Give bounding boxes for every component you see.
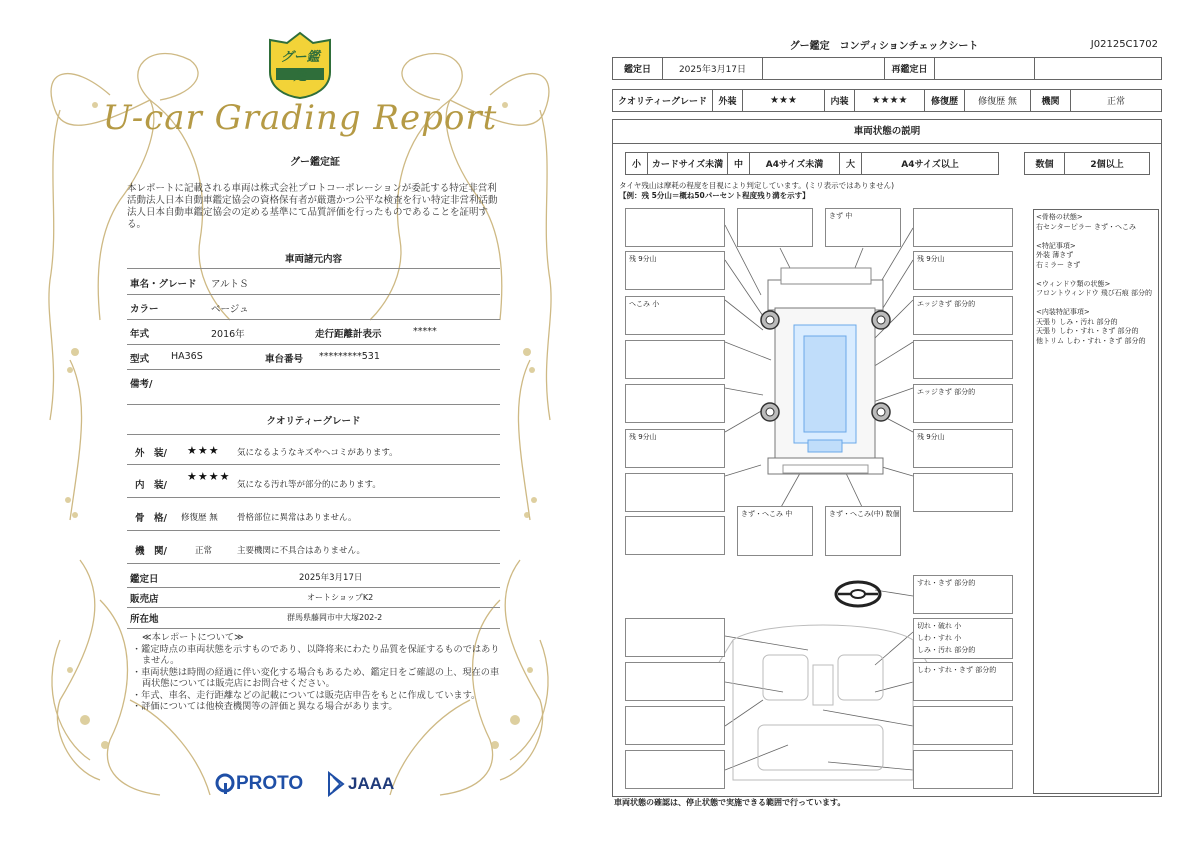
note-item: ・鑑定時点の車両状態を示すものであり、以降将来にわたり品質を保証するものではありません。 — [132, 643, 500, 666]
jaaa-logo-icon — [327, 771, 345, 797]
interior-text: 気になる汚れ等が部分的にあります。 — [237, 480, 381, 490]
jaaa-logo-text: JAAA — [348, 774, 395, 793]
callout-box — [913, 340, 1013, 379]
car-name-label: 車名・グレード — [130, 279, 197, 290]
redate-value — [935, 58, 1035, 80]
mileage-value: ***** — [413, 326, 437, 337]
spec-row-name — [127, 271, 500, 295]
repair-value: 修復歴 無 — [965, 90, 1031, 112]
engine-value: 正常 — [195, 546, 213, 556]
callout-box — [625, 662, 725, 701]
steering-wheel-icon — [836, 582, 880, 606]
date-table — [612, 57, 1162, 80]
year-label: 年式 — [130, 329, 150, 340]
callout-box — [737, 506, 813, 556]
model-label: 型式 — [130, 354, 150, 365]
engine-label: 機 関/ — [135, 546, 167, 557]
quality-row-frame — [127, 501, 500, 531]
callout-bottom-center-left: きず・へこみ 中 — [741, 510, 793, 518]
info-row-shop — [127, 588, 500, 608]
address-label: 所在地 — [130, 614, 159, 625]
interior-note: 他トリム しわ・すれ・きず 部分的 — [1036, 336, 1146, 345]
legend-count: 数個 — [1025, 153, 1065, 175]
legend-large-desc: A4サイズ以上 — [862, 153, 999, 175]
interior-title: <内装特記事項> — [1036, 308, 1090, 316]
legend-count-desc: 2個以上 — [1065, 153, 1150, 175]
remarks-label: 備考/ — [130, 379, 153, 390]
callout-interior-1c: しみ・汚れ 部分的 — [917, 646, 976, 654]
interior-note: 天張り しみ・汚れ 部分的 — [1036, 317, 1118, 326]
exterior-stars: ★★★ — [187, 444, 220, 457]
legend-medium: 中 — [728, 153, 750, 175]
callout-box — [913, 384, 1013, 423]
engine-text: 主要機関に不具合はありません。 — [237, 546, 366, 556]
special-note: 外装 薄きず — [1036, 251, 1074, 259]
callout-box — [913, 750, 1013, 789]
spec-row-color — [127, 296, 500, 320]
engine-value: 正常 — [1071, 90, 1162, 112]
legend-large: 大 — [840, 153, 862, 175]
divider — [127, 404, 500, 405]
mileage-label: 走行距離計表示 — [315, 329, 382, 340]
address-value: 群馬県藤岡市中大塚202-2 — [287, 613, 383, 622]
date-value: 2025年3月17日 — [299, 573, 363, 583]
quality-heading: クオリティーグレード — [266, 416, 361, 427]
interior-note: 天張り しわ・すれ・きず 部分的 — [1036, 327, 1139, 335]
date-label: 鑑定日 — [613, 58, 663, 80]
callout-box — [913, 251, 1013, 290]
note-item: ・評価については他検査機関等の評価と異なる場合があります。 — [132, 701, 398, 712]
count-legend — [1024, 152, 1150, 175]
car-interior-view-icon — [708, 625, 938, 780]
special-note: 右ミラー きず — [1036, 260, 1081, 269]
interior-stars: ★★★★ — [855, 90, 925, 112]
chassis-value: *********531 — [319, 351, 380, 362]
interior-stars: ★★★★ — [187, 470, 231, 483]
info-row-address — [127, 608, 500, 629]
proto-logo-icon — [215, 773, 235, 795]
sheet-footnote: 車両状態の確認は、停止状態で実施できる範囲で行っています。 — [614, 798, 846, 807]
spec-row-remarks — [127, 371, 500, 395]
spec-heading: 車両諸元内容 — [284, 254, 342, 265]
divider — [127, 268, 500, 269]
engine-label: 機関 — [1031, 90, 1071, 112]
callout-box — [737, 208, 813, 247]
frame-title: <骨格の状態> — [1036, 213, 1083, 221]
logo-bar — [215, 770, 415, 800]
proto-logo-text: PROTO — [236, 773, 304, 794]
condition-frame — [612, 119, 1162, 797]
quality-row-interior — [127, 468, 500, 498]
report-title: U-car Grading Report — [102, 98, 498, 138]
spec-row-model — [127, 346, 500, 370]
callout-box — [625, 516, 725, 555]
callout-left-tire-rear: 残 9分山 — [629, 433, 657, 441]
frame-label: 骨 格/ — [135, 513, 167, 524]
notes-title: ≪本レポートについて≫ — [142, 632, 244, 643]
callout-box — [625, 340, 725, 379]
spec-row-year — [127, 321, 500, 345]
callout-bottom-center-right: きず・へこみ(中) 数個 — [829, 510, 900, 518]
legend-medium-desc: A4サイズ未満 — [750, 153, 840, 175]
callout-box — [913, 706, 1013, 745]
callout-box — [625, 750, 725, 789]
callout-steering: すれ・きず 部分的 — [917, 579, 976, 587]
callout-interior-1b: しわ・すれ 小 — [917, 634, 962, 642]
callout-box — [825, 506, 901, 556]
callout-right-tire-rear: 残 9分山 — [917, 433, 945, 441]
exterior-label: 外装 — [713, 90, 743, 112]
callout-box — [913, 662, 1013, 701]
grade-label: クオリティーグレード — [613, 90, 713, 112]
callout-box — [913, 618, 1013, 659]
report-subtitle: グー鑑定証 — [290, 157, 340, 168]
repair-label: 修復歴 — [925, 90, 965, 112]
callout-box — [913, 473, 1013, 512]
window-note: フロントウィンドウ 飛び石痕 部分的 — [1036, 289, 1153, 297]
callout-right-edge-1: エッジきず 部分的 — [917, 300, 976, 308]
callout-box — [625, 384, 725, 423]
badge-text: グー鑑定 — [280, 50, 320, 84]
callout-box — [625, 296, 725, 335]
certification-statement: 本レポートに記載される車両は株式会社プロトコーポレーションが委託する特定非営利活動法人日本自動車鑑定協会の資格保有者が厳選かつ公平な検査を行い特定非営利活動法人日本自動車鑑定協会の定める基準にて品質評価を行ったものであることを証明する。 — [127, 183, 498, 230]
callout-box — [625, 618, 725, 657]
car-top-view-icon — [768, 268, 883, 474]
report-notes — [120, 632, 505, 713]
quality-row-engine — [127, 534, 500, 564]
callout-box — [913, 575, 1013, 614]
callout-interior-1a: 切れ・破れ 小 — [917, 622, 962, 630]
callout-box — [913, 429, 1013, 468]
special-title: <特記事項> — [1036, 241, 1076, 250]
interior-label: 内 装/ — [135, 480, 167, 491]
callout-box — [825, 208, 901, 247]
color-label: カラー — [130, 304, 159, 315]
divider — [127, 434, 500, 435]
frame-text: 骨格部位に異常はありません。 — [237, 513, 357, 523]
sheet-code: J02125C1702 — [1090, 39, 1158, 50]
callout-box — [913, 296, 1013, 335]
interior-label: 内装 — [825, 90, 855, 112]
shop-label: 販売店 — [130, 594, 159, 605]
tire-note: タイヤ残山は摩耗の程度を目視により判定しています。(ミリ表示ではありません) — [619, 181, 895, 190]
quality-row-exterior — [127, 437, 500, 465]
color-value: ベージュ — [211, 304, 249, 315]
callout-box — [625, 473, 725, 512]
chassis-label: 車台番号 — [265, 354, 304, 365]
exterior-label: 外 装/ — [135, 448, 167, 459]
callout-right-tire-front: 残 9分山 — [917, 255, 945, 263]
callout-left-tire-front: 残 9分山 — [629, 255, 657, 263]
note-item: ・車両状態は時間の経過に伴い変化する場合もあるため、鑑定日をご確認の上、現在の車両状態については販売店にお問合せください。 — [132, 666, 500, 689]
empty-cell — [1035, 58, 1162, 80]
frame-value: 修復歴 無 — [181, 513, 218, 523]
car-name-value: アルトＳ — [211, 279, 249, 290]
empty-cell — [763, 58, 885, 80]
exterior-stars: ★★★ — [743, 90, 825, 112]
redate-label: 再鑑定日 — [885, 58, 935, 80]
shop-value: オートショップK2 — [307, 593, 374, 602]
callout-interior-2: しわ・すれ・きず 部分的 — [917, 666, 997, 674]
date-label: 鑑定日 — [130, 574, 159, 585]
callout-box — [913, 208, 1013, 247]
condition-heading: 車両状態の説明 — [613, 120, 1161, 144]
model-value: HA36S — [171, 351, 203, 362]
date-value: 2025年3月17日 — [663, 58, 763, 80]
callout-box — [625, 208, 725, 247]
callout-box — [625, 706, 725, 745]
callout-left-dent: へこみ 小 — [629, 300, 660, 308]
info-row-date — [127, 566, 500, 588]
sheet-title: グー鑑定 コンディションチェックシート — [789, 41, 979, 52]
legend-small-desc: カードサイズ未満 — [648, 153, 728, 175]
grade-table — [612, 89, 1162, 112]
tire-example: 【例：残 5分山＝概ね50パーセント程度残り溝を示す】 — [619, 191, 810, 200]
window-title: <ウィンドウ類の状態> — [1036, 279, 1111, 288]
side-notes-panel — [1033, 209, 1159, 794]
callout-right-edge-2: エッジきず 部分的 — [917, 388, 976, 396]
callout-box — [625, 429, 725, 468]
legend-small: 小 — [626, 153, 648, 175]
callout-box — [625, 251, 725, 290]
frame-note: 右センターピラー きず・へこみ — [1036, 222, 1136, 231]
condition-check-sheet — [606, 0, 1200, 848]
callout-top-center-right: きず 中 — [829, 212, 853, 220]
exterior-text: 気になるようなキズやヘコミがあります。 — [237, 448, 398, 458]
note-item: ・年式、車名、走行距離などの記載については販売店申告をもとに作成しています。 — [132, 689, 481, 701]
year-value: 2016年 — [211, 329, 245, 340]
